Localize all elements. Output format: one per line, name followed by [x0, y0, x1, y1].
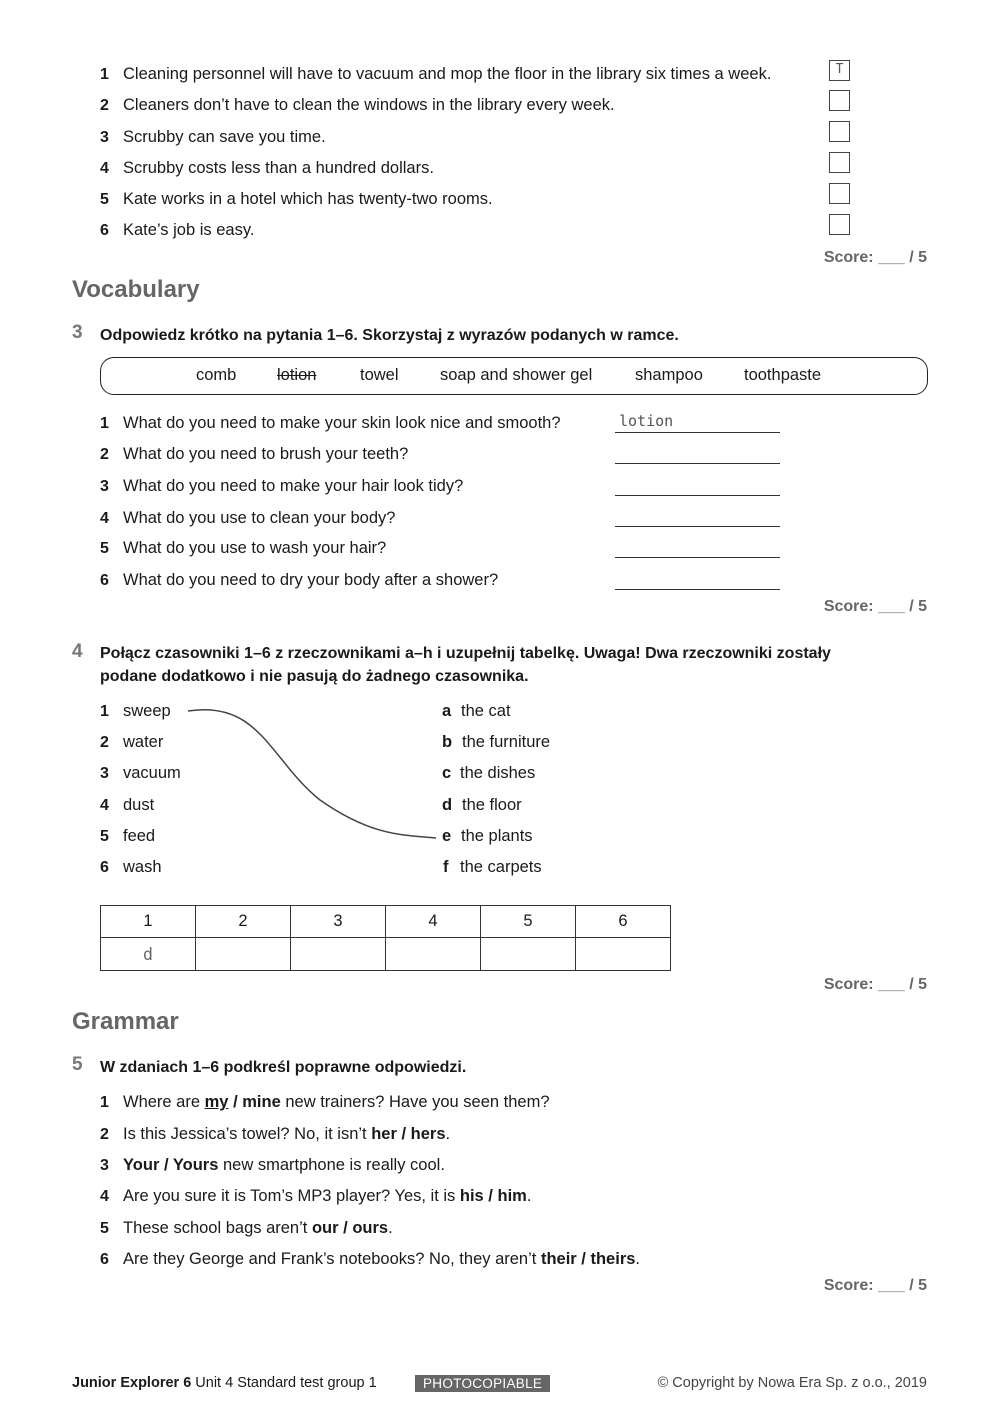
sentence-text: Are they George and Frank’s notebooks? No, they aren’t: [123, 1250, 541, 1268]
noun-text: the dishes: [460, 764, 536, 782]
sentence-text: .: [445, 1125, 451, 1143]
noun-letter: a: [442, 702, 452, 720]
noun-text: the floor: [462, 796, 522, 814]
grammar-sentence: [123, 1219, 393, 1238]
answer-table-cell[interactable]: [291, 938, 386, 971]
option[interactable]: theirs: [590, 1250, 636, 1268]
question-text: What do you use to clean your body?: [123, 509, 396, 527]
answer-table-cell[interactable]: [196, 938, 291, 971]
answer-table-header: 2: [196, 906, 291, 938]
verb-text: dust: [123, 796, 155, 814]
option-separator: /: [338, 1219, 353, 1237]
option[interactable]: mine: [242, 1093, 281, 1111]
tf-item-text: Scrubby costs less than a hundred dollars.: [123, 159, 434, 177]
answer-table-header: 3: [291, 906, 386, 938]
tf-item-number: 2: [100, 97, 109, 114]
section-title-grammar: Grammar: [72, 1008, 179, 1035]
answer-table-header: 4: [386, 906, 481, 938]
exercise-number: 5: [72, 1054, 83, 1075]
footer-unit: Unit 4 Standard test group 1: [195, 1375, 377, 1391]
word-box-item-used: lotion: [277, 366, 317, 384]
answer-table-header: 5: [481, 906, 576, 938]
verb-text: wash: [123, 858, 162, 876]
answer-table-answer-row: [101, 938, 671, 971]
option-separator: /: [396, 1125, 411, 1143]
answer-text: lotion: [619, 412, 674, 430]
option[interactable]: their: [540, 1250, 577, 1268]
score-tf: Score: ___ / 5: [823, 249, 927, 266]
footer-book: Junior Explorer 6: [72, 1375, 192, 1391]
option[interactable]: hers: [410, 1125, 446, 1143]
grammar-sentence: [123, 1156, 445, 1175]
exercise-instruction: W zdaniach 1–6 podkreśl poprawne odpowiedzi.: [100, 1059, 467, 1076]
question-text: What do you need to make your skin look nice and smooth?: [123, 414, 561, 432]
verb-text: water: [123, 733, 164, 751]
sentence-text: new trainers? Have you seen them?: [280, 1093, 550, 1111]
question-text: What do you need to dry your body after a shower?: [123, 571, 499, 589]
exercise-instruction: Odpowiedz krótko na pytania 1–6. Skorzystaj z wyrazów podanych w ramce.: [100, 327, 679, 344]
answer-table-header-row: [101, 906, 671, 938]
question-text: What do you need to brush your teeth?: [123, 445, 409, 463]
tf-item-text: Kate works in a hotel which has twenty-two rooms.: [123, 190, 493, 208]
tf-item-number: 6: [100, 222, 109, 239]
grammar-item-number: 6: [100, 1251, 109, 1268]
verb-number: 2: [100, 734, 109, 751]
exercise-instruction-line2: podane dodatkowo i nie pasują do żadnego czasownika.: [100, 668, 529, 685]
verb-number: 3: [100, 765, 109, 782]
noun-text: the carpets: [460, 858, 542, 876]
noun-letter: f: [443, 858, 449, 876]
sentence-text: Where are: [123, 1093, 205, 1111]
answer-table-header: 1: [101, 906, 196, 938]
sentence-text: .: [388, 1219, 393, 1237]
question-number: 4: [100, 510, 109, 527]
score-ex3: Score: ___ / 5: [823, 598, 927, 615]
sentence-text: Is this Jessica’s towel? No, it isn’t: [123, 1125, 372, 1143]
word-box-item: shampoo: [635, 366, 703, 384]
verb-number: 4: [100, 797, 109, 814]
option[interactable]: his: [459, 1187, 484, 1205]
grammar-item-number: 3: [100, 1157, 109, 1174]
option-separator: /: [159, 1156, 173, 1174]
question-number: 5: [100, 540, 109, 557]
noun-letter: c: [442, 764, 452, 782]
question-number: 2: [100, 446, 109, 463]
tf-item-text: Scrubby can save you time.: [123, 128, 326, 146]
footer-title: [72, 1375, 377, 1391]
verb-number: 5: [100, 828, 109, 845]
section-title-vocabulary: Vocabulary: [72, 276, 200, 303]
tf-item-text: Cleaners don’t have to clean the windows in the library every week.: [123, 96, 615, 114]
verb-text: feed: [123, 827, 156, 845]
score-ex5: Score: ___ / 5: [823, 1277, 927, 1294]
word-box-item: toothpaste: [744, 366, 822, 384]
grammar-item-number: 5: [100, 1220, 109, 1237]
option[interactable]: ours: [352, 1219, 389, 1237]
option[interactable]: him: [497, 1187, 527, 1205]
noun-letter: e: [442, 827, 452, 845]
tf-item-number: 1: [100, 66, 109, 83]
score-ex4: Score: ___ / 5: [823, 976, 927, 993]
question-number: 3: [100, 478, 109, 495]
sentence-text: Are you sure it is Tom’s MP3 player? Yes, it is: [123, 1187, 460, 1205]
option-underlined[interactable]: my: [204, 1093, 229, 1111]
sentence-text: new smartphone is really cool.: [218, 1156, 445, 1174]
question-text: What do you use to wash your hair?: [123, 539, 387, 557]
question-number: 1: [100, 415, 109, 432]
answer-table-cell[interactable]: [576, 938, 671, 971]
tf-item-number: 4: [100, 160, 109, 177]
exercise-instruction-line1: Połącz czasowniki 1–6 z rzeczownikami a–h i uzupełnij tabelkę. Uwaga! Dwa rzeczowniki zostały: [100, 645, 831, 662]
option[interactable]: our: [311, 1219, 339, 1237]
verb-text: vacuum: [123, 764, 181, 782]
question-number: 6: [100, 572, 109, 589]
tf-item-text: Kate’s job is easy.: [123, 221, 255, 239]
tf-item-number: 3: [100, 129, 109, 146]
option-separator: /: [228, 1093, 243, 1111]
grammar-sentence: [123, 1093, 550, 1112]
tf-item-number: 5: [100, 191, 109, 208]
noun-letter: d: [442, 796, 453, 814]
noun-text: the plants: [461, 827, 533, 845]
answer-table-cell[interactable]: [386, 938, 481, 971]
exercise-number: 4: [72, 641, 83, 662]
sentence-text: .: [526, 1187, 532, 1205]
photocopiable-badge: PHOTOCOPIABLE: [415, 1375, 550, 1392]
noun-letter: b: [442, 733, 453, 751]
option[interactable]: her: [371, 1125, 397, 1143]
word-box-item: towel: [360, 366, 399, 384]
verb-number: 6: [100, 859, 109, 876]
answer-table: [100, 905, 671, 971]
footer-copyright: © Copyright by Nowa Era Sp. z o.o., 2019: [657, 1375, 927, 1391]
grammar-sentence: [123, 1250, 640, 1269]
grammar-sentence: [123, 1125, 450, 1144]
option[interactable]: Yours: [172, 1156, 219, 1174]
matching-line: [188, 710, 436, 838]
answer-table-header: 6: [576, 906, 671, 938]
answer-table-cell[interactable]: d: [101, 938, 196, 971]
question-text: What do you need to make your hair look tidy?: [123, 477, 464, 495]
grammar-item-number: 4: [100, 1188, 109, 1205]
word-box-item: comb: [196, 366, 237, 384]
answer-table-cell[interactable]: [481, 938, 576, 971]
noun-text: the cat: [461, 702, 511, 720]
option-separator: /: [483, 1187, 498, 1205]
tf-item-text: Cleaning personnel will have to vacuum and mop the floor in the library six times a week.: [123, 65, 772, 83]
word-box-item: soap and shower gel: [440, 366, 593, 384]
tf-answer-box[interactable]: T: [829, 60, 850, 81]
exercise-number: 3: [72, 322, 83, 343]
noun-text: the furniture: [462, 733, 551, 751]
grammar-sentence: [123, 1187, 531, 1206]
verb-text: sweep: [123, 702, 171, 720]
option[interactable]: Your: [123, 1156, 160, 1174]
grammar-item-number: 2: [100, 1126, 109, 1143]
option-separator: /: [576, 1250, 591, 1268]
grammar-item-number: 1: [100, 1094, 109, 1111]
sentence-text: .: [635, 1250, 641, 1268]
verb-number: 1: [100, 703, 109, 720]
sentence-text: These school bags aren’t: [123, 1219, 312, 1237]
